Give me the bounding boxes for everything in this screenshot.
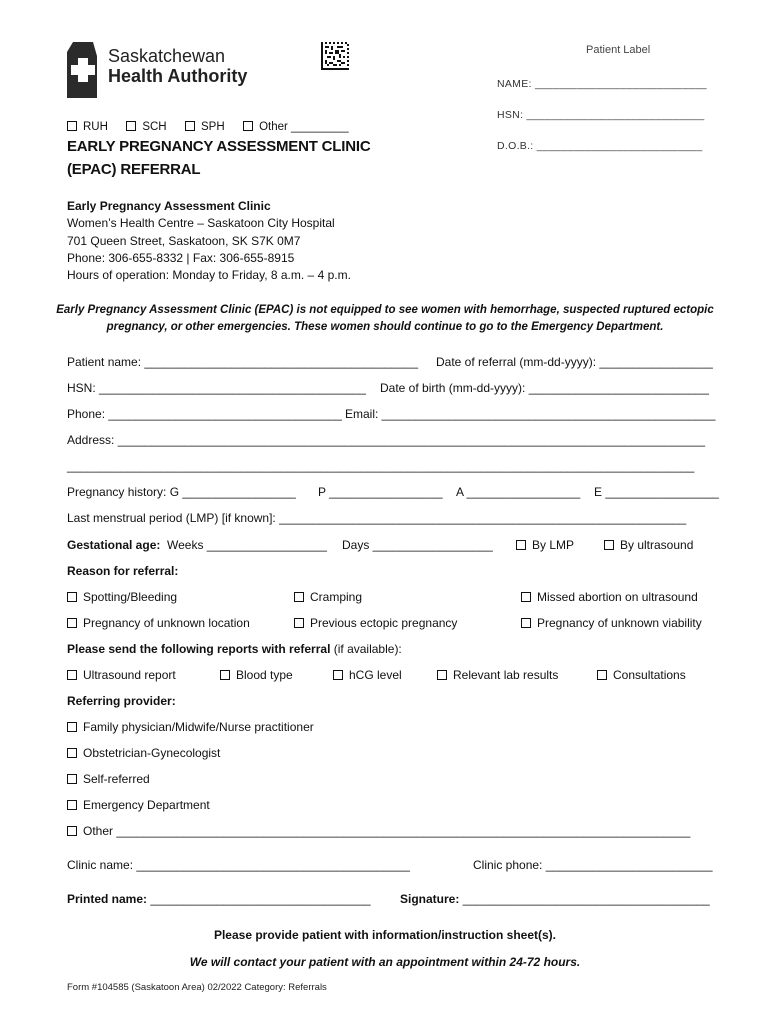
provider-option[interactable] [67, 746, 220, 760]
provider-checkbox[interactable] [67, 748, 77, 758]
label-dob-field[interactable]: D.O.B.: ___________________________ [497, 140, 703, 152]
hsn-field[interactable]: HSN: ________________________________________ [67, 381, 366, 395]
label-hsn-field[interactable]: HSN: _____________________________ [497, 109, 705, 121]
clinic-name-field[interactable]: Clinic name: _________________________________________ [67, 858, 410, 872]
signature-label: Signature: [400, 892, 460, 906]
clinic-phone-fax: Phone: 306-655-8332 | Fax: 306-655-8915 [67, 251, 295, 265]
by-ultrasound-option[interactable] [604, 538, 693, 552]
provider-option[interactable] [67, 772, 150, 786]
gestational-age-label: Gestational age: [67, 538, 161, 552]
clinic-name: Early Pregnancy Assessment Clinic [67, 199, 271, 213]
clinic-centre: Women’s Health Centre – Saskatoon City Hospital [67, 216, 335, 230]
reports-heading [67, 642, 402, 656]
signature-row[interactable] [400, 892, 710, 906]
pregnancy-history-g-field[interactable]: Pregnancy history: G _________________ [67, 485, 296, 499]
provider-checkbox[interactable] [67, 774, 77, 784]
notice-line2: pregnancy, or other emergencies. These women should continue to go to the Emergency Department. [106, 321, 664, 333]
address-field-line2[interactable]: ______________________________________________________________________________________________ [67, 459, 695, 473]
reason-label: Pregnancy of unknown location [83, 616, 250, 630]
report-checkbox[interactable] [220, 670, 230, 680]
provider-heading: Referring provider: [67, 694, 176, 708]
date-of-referral-field[interactable]: Date of referral (mm-dd-yyyy): _________________ [436, 355, 713, 369]
reason-heading: Reason for referral: [67, 564, 179, 578]
other-site-label[interactable]: Other _________ [259, 121, 349, 133]
reason-label: Previous ectopic pregnancy [310, 616, 458, 630]
report-option[interactable] [67, 668, 176, 682]
reason-checkbox[interactable] [521, 618, 531, 628]
reason-option[interactable] [67, 590, 177, 604]
reason-option[interactable] [294, 590, 362, 604]
reason-label: Missed abortion on ultrasound [537, 590, 698, 604]
form-id: Form #104585 (Saskatoon Area) 02/2022 Category: Referrals [67, 982, 327, 993]
provider-other-checkbox[interactable] [67, 826, 77, 836]
patient-label-title: Patient Label [586, 44, 651, 56]
patient-name-field[interactable]: Patient name: _________________________________________ [67, 355, 419, 369]
pregnancy-history-p-field[interactable]: P _________________ [318, 485, 443, 499]
provider-other-option[interactable] [67, 824, 690, 838]
reason-checkbox[interactable] [67, 618, 77, 628]
report-label: Ultrasound report [83, 668, 176, 682]
clinic-phone-field[interactable]: Clinic phone: _________________________ [473, 858, 713, 872]
notice-line1: Early Pregnancy Assessment Clinic (EPAC) is not equipped to see women with hemorrhage, suspected ruptured ectopic [56, 304, 714, 316]
pregnancy-history-e-field[interactable]: E _________________ [594, 485, 719, 499]
sha-logo-icon [67, 42, 99, 98]
report-option[interactable] [220, 668, 293, 682]
reason-option[interactable] [67, 616, 250, 630]
sph-label: SPH [201, 121, 225, 133]
report-option[interactable] [333, 668, 402, 682]
provider-label: Obstetrician-Gynecologist [83, 746, 221, 760]
org-name-line2: Health Authority [108, 66, 248, 86]
reason-checkbox[interactable] [294, 592, 304, 602]
provider-option[interactable] [67, 798, 210, 812]
printed-name-label: Printed name: [67, 892, 148, 906]
provider-option[interactable] [67, 720, 314, 734]
printed-name-field[interactable]: _________________________________ [150, 892, 371, 906]
clinic-hours: Hours of operation: Monday to Friday, 8 a.m. – 4 p.m. [67, 268, 351, 282]
gestational-days-field[interactable]: Days __________________ [342, 538, 493, 552]
provider-label: Family physician/Midwife/Nurse practitioner [83, 720, 314, 734]
footer-instruction: Please provide patient with information/instruction sheet(s). [213, 928, 557, 942]
other-site-checkbox[interactable] [243, 121, 253, 131]
gestational-weeks-field[interactable]: Weeks __________________ [167, 538, 327, 552]
sch-checkbox[interactable] [126, 121, 136, 131]
report-option[interactable] [597, 668, 686, 682]
reason-checkbox[interactable] [521, 592, 531, 602]
by-lmp-checkbox[interactable] [516, 540, 526, 550]
by-ultrasound-checkbox[interactable] [604, 540, 614, 550]
address-field[interactable]: Address: ________________________________________________________________________________________ [67, 433, 705, 447]
report-checkbox[interactable] [333, 670, 343, 680]
reports-heading-bold: Please send the following reports with referral [67, 642, 331, 656]
report-label: Consultations [613, 668, 686, 682]
provider-checkbox[interactable] [67, 800, 77, 810]
lmp-field[interactable]: Last menstrual period (LMP) [if known]: _____________________________________________________________ [67, 511, 687, 525]
printed-name-row[interactable] [67, 892, 371, 906]
provider-other-field[interactable]: Other ______________________________________________________________________________________ [83, 824, 691, 838]
reason-option[interactable] [521, 590, 698, 604]
reason-checkbox[interactable] [67, 592, 77, 602]
email-field[interactable]: Email: __________________________________________________ [345, 407, 716, 421]
reason-option[interactable] [521, 616, 702, 630]
ruh-checkbox[interactable] [67, 121, 77, 131]
by-lmp-label: By LMP [532, 538, 575, 552]
report-checkbox[interactable] [437, 670, 447, 680]
pregnancy-history-a-field[interactable]: A _________________ [456, 485, 581, 499]
provider-label: Emergency Department [83, 798, 210, 812]
reason-label: Spotting/Bleeding [83, 590, 178, 604]
report-checkbox[interactable] [67, 670, 77, 680]
by-ultrasound-label: By ultrasound [620, 538, 694, 552]
footer-appointment-note: We will contact your patient with an appointment within 24-72 hours. [189, 955, 581, 969]
label-name-field[interactable]: NAME: ____________________________ [497, 78, 707, 90]
datamatrix-code-icon [321, 42, 349, 70]
site-checkbox-row [67, 121, 349, 133]
sph-checkbox[interactable] [185, 121, 195, 131]
reports-heading-rest: (if available): [330, 642, 402, 656]
report-label: Blood type [236, 668, 293, 682]
org-name-line1: Saskatchewan [108, 46, 226, 66]
reason-label: Pregnancy of unknown viability [537, 616, 702, 630]
reason-label: Cramping [310, 590, 363, 604]
report-label: hCG level [349, 668, 402, 682]
report-option[interactable] [437, 668, 558, 682]
report-label: Relevant lab results [453, 668, 559, 682]
provider-label: Self-referred [83, 772, 150, 786]
form-title-line1: EARLY PREGNANCY ASSESSMENT CLINIC [67, 138, 371, 155]
clinic-address: 701 Queen Street, Saskatoon, SK S7K 0M7 [67, 234, 301, 248]
form-title-line2: (EPAC) REFERRAL [67, 161, 201, 178]
signature-field[interactable]: _____________________________________ [462, 892, 710, 906]
phone-field[interactable]: Phone: ___________________________________ [67, 407, 342, 421]
provider-checkbox[interactable] [67, 722, 77, 732]
by-lmp-option[interactable] [516, 538, 574, 552]
ruh-label: RUH [83, 121, 108, 133]
reason-option[interactable] [294, 616, 457, 630]
reason-checkbox[interactable] [294, 618, 304, 628]
report-checkbox[interactable] [597, 670, 607, 680]
sch-label: SCH [142, 121, 167, 133]
date-of-birth-field[interactable]: Date of birth (mm-dd-yyyy): ___________________________ [380, 381, 709, 395]
